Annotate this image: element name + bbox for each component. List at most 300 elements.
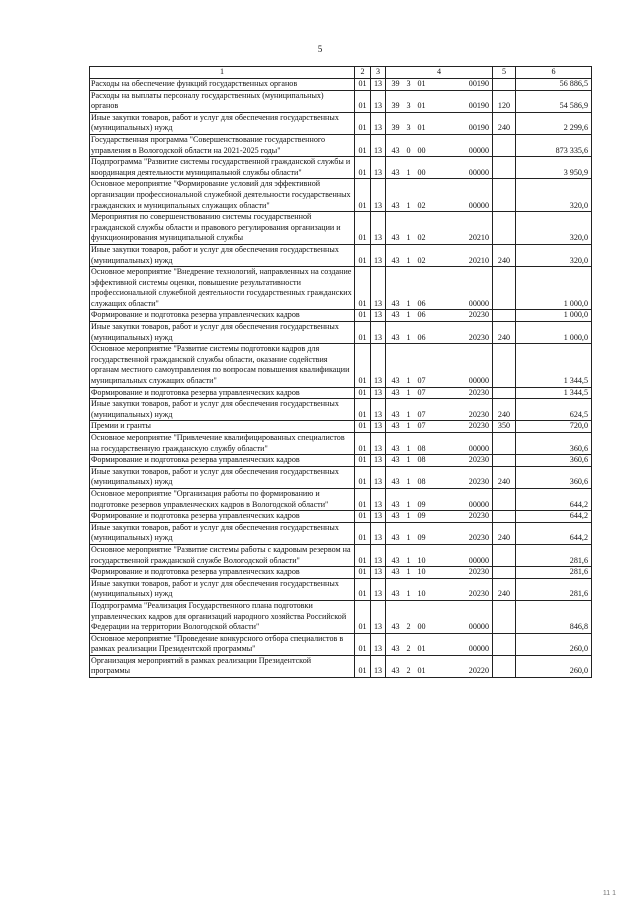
target-code-part-3: 10 (417, 555, 426, 565)
row-amount-cell: 260,0 (516, 655, 592, 677)
row-subsection-cell: 13 (371, 112, 386, 134)
row-name-cell: Иные закупки товаров, работ и услуг для обеспечения государственных (муниципальных) нужд (90, 466, 355, 488)
table-row (90, 344, 592, 387)
target-code-part-4: 20220 (468, 666, 489, 676)
target-code-part-3: 08 (417, 443, 426, 453)
target-code (388, 123, 491, 134)
target-code-part-2: 1 (406, 421, 411, 431)
target-code-part-4: 20230 (468, 332, 489, 342)
row-amount-cell: 320,0 (516, 212, 592, 245)
row-section-cell: 01 (355, 79, 371, 91)
table-row (90, 387, 592, 399)
row-name-cell: Иные закупки товаров, работ и услуг для обеспечения государственных (муниципальных) нужд (90, 578, 355, 600)
target-code-part-1: 43 (391, 421, 400, 431)
target-code (388, 666, 491, 677)
target-code (388, 310, 491, 321)
row-name-cell: Основное мероприятие "Внедрение технологий, направленных на создание эффективной системы оценки, повышение результативности профессиональной служебной деятельности государственных гражданских служащих области" (90, 267, 355, 310)
table-row (90, 322, 592, 344)
row-section-cell: 01 (355, 90, 371, 112)
target-code-part-2: 1 (406, 567, 411, 577)
target-code (388, 388, 491, 399)
row-section-cell: 01 (355, 488, 371, 510)
row-target-code-cell (386, 488, 493, 510)
target-code-part-2: 1 (406, 443, 411, 453)
table-row (90, 633, 592, 655)
row-expense-type-cell (493, 310, 516, 322)
target-code (388, 168, 491, 179)
row-target-code-cell (386, 79, 493, 91)
target-code-part-1: 43 (391, 310, 400, 320)
row-section-cell: 01 (355, 112, 371, 134)
target-code-part-3: 01 (417, 666, 426, 676)
row-name-cell: Основное мероприятие "Проведение конкурсного отбора специалистов в рамках реализации Президентской программы" (90, 633, 355, 655)
target-code (388, 500, 491, 511)
target-code-part-1: 43 (391, 589, 400, 599)
row-section-cell: 01 (355, 322, 371, 344)
table-row (90, 433, 592, 455)
target-code-part-3: 09 (417, 533, 426, 543)
row-section-cell: 01 (355, 567, 371, 579)
row-subsection-cell: 13 (371, 212, 386, 245)
row-target-code-cell (386, 112, 493, 134)
row-expense-type-cell (493, 633, 516, 655)
header-col-3: 3 (371, 67, 386, 79)
row-subsection-cell: 13 (371, 90, 386, 112)
table-row (90, 455, 592, 467)
target-code-part-4: 20230 (468, 455, 489, 465)
target-code-part-3: 07 (417, 409, 426, 419)
row-subsection-cell: 13 (371, 157, 386, 179)
target-code (388, 477, 491, 488)
target-code-part-3: 02 (417, 200, 426, 210)
target-code-part-3: 06 (417, 310, 426, 320)
row-section-cell: 01 (355, 522, 371, 544)
target-code (388, 333, 491, 344)
row-subsection-cell: 13 (371, 322, 386, 344)
row-section-cell: 01 (355, 267, 371, 310)
row-target-code-cell (386, 212, 493, 245)
row-name-cell: Формирование и подготовка резерва управленческих кадров (90, 511, 355, 523)
row-name-cell: Иные закупки товаров, работ и услуг для обеспечения государственных (муниципальных) нужд (90, 522, 355, 544)
target-code (388, 567, 491, 578)
row-name-cell: Формирование и подготовка резерва управленческих кадров (90, 310, 355, 322)
row-target-code-cell (386, 399, 493, 421)
table-row (90, 544, 592, 566)
row-amount-cell: 644,2 (516, 522, 592, 544)
target-code-part-1: 43 (391, 567, 400, 577)
table-row (90, 421, 592, 433)
target-code-part-2: 1 (406, 332, 411, 342)
row-subsection-cell: 13 (371, 179, 386, 212)
table-row (90, 244, 592, 266)
row-subsection-cell: 13 (371, 600, 386, 633)
target-code-part-4: 20230 (468, 511, 489, 521)
row-amount-cell: 2 299,6 (516, 112, 592, 134)
header-col-5: 5 (493, 67, 516, 79)
target-code-part-1: 39 (391, 101, 400, 111)
row-target-code-cell (386, 455, 493, 467)
target-code-part-4: 00000 (468, 644, 489, 654)
target-code-part-4: 00000 (468, 555, 489, 565)
row-expense-type-cell (493, 267, 516, 310)
row-expense-type-cell (493, 544, 516, 566)
target-code (388, 444, 491, 455)
row-name-cell: Организация мероприятий в рамках реализации Президентской программы (90, 655, 355, 677)
target-code-part-2: 0 (406, 145, 411, 155)
row-name-cell: Подпрограмма "Реализация Государственного плана подготовки управленческих кадров для организаций народного хозяйства Российской Федерации на территории Вологодской области" (90, 600, 355, 633)
target-code-part-4: 20230 (468, 421, 489, 431)
table-row (90, 179, 592, 212)
target-code (388, 410, 491, 421)
row-target-code-cell (386, 633, 493, 655)
row-amount-cell: 281,6 (516, 544, 592, 566)
row-subsection-cell: 13 (371, 455, 386, 467)
target-code-part-4: 20230 (468, 589, 489, 599)
row-subsection-cell: 13 (371, 633, 386, 655)
target-code (388, 233, 491, 244)
target-code (388, 622, 491, 633)
target-code (388, 511, 491, 522)
target-code-part-4: 00000 (468, 200, 489, 210)
target-code-part-2: 1 (406, 499, 411, 509)
row-amount-cell: 873 335,6 (516, 134, 592, 156)
row-expense-type-cell: 240 (493, 244, 516, 266)
row-section-cell: 01 (355, 244, 371, 266)
row-section-cell: 01 (355, 310, 371, 322)
table-row (90, 79, 592, 91)
header-col-4: 4 (386, 67, 493, 79)
row-subsection-cell: 13 (371, 433, 386, 455)
target-code (388, 201, 491, 212)
row-name-cell: Премии и гранты (90, 421, 355, 433)
target-code (388, 376, 491, 387)
target-code-part-2: 1 (406, 310, 411, 320)
target-code-part-2: 1 (406, 555, 411, 565)
row-expense-type-cell: 240 (493, 466, 516, 488)
row-subsection-cell: 13 (371, 578, 386, 600)
target-code-part-4: 20230 (468, 477, 489, 487)
row-target-code-cell (386, 267, 493, 310)
target-code-part-2: 1 (406, 200, 411, 210)
target-code (388, 421, 491, 432)
target-code-part-3: 07 (417, 421, 426, 431)
row-target-code-cell (386, 466, 493, 488)
target-code-part-2: 1 (406, 167, 411, 177)
row-expense-type-cell (493, 511, 516, 523)
row-subsection-cell: 13 (371, 344, 386, 387)
row-target-code-cell (386, 600, 493, 633)
target-code (388, 101, 491, 112)
target-code-part-2: 1 (406, 298, 411, 308)
target-code-part-3: 01 (417, 644, 426, 654)
target-code (388, 455, 491, 466)
row-target-code-cell (386, 244, 493, 266)
row-section-cell: 01 (355, 600, 371, 633)
row-name-cell: Иные закупки товаров, работ и услуг для обеспечения государственных (муниципальных) нужд (90, 112, 355, 134)
header-col-6: 6 (516, 67, 592, 79)
row-name-cell: Основное мероприятие "Развитие системы работы с кадровым резервом на государственной гражданской службе Вологодской области" (90, 544, 355, 566)
row-amount-cell: 1 344,5 (516, 344, 592, 387)
row-target-code-cell (386, 179, 493, 212)
row-section-cell: 01 (355, 433, 371, 455)
row-amount-cell: 360,6 (516, 466, 592, 488)
row-target-code-cell (386, 157, 493, 179)
table-row (90, 655, 592, 677)
target-code-part-3: 01 (417, 101, 426, 111)
budget-table (89, 66, 592, 678)
target-code-part-1: 43 (391, 376, 400, 386)
target-code-part-4: 00000 (468, 443, 489, 453)
row-name-cell: Основное мероприятие "Развитие системы подготовки кадров для государственной гражданской службы области, оказание содействия органам местного самоуправления по вопросам повышения квалификации муниципальных служащих области" (90, 344, 355, 387)
row-target-code-cell (386, 567, 493, 579)
target-code-part-2: 1 (406, 387, 411, 397)
target-code-part-2: 1 (406, 589, 411, 599)
target-code-part-3: 10 (417, 567, 426, 577)
row-expense-type-cell (493, 387, 516, 399)
target-code-part-3: 07 (417, 376, 426, 386)
target-code-part-3: 01 (417, 79, 426, 88)
target-code-part-3: 02 (417, 255, 426, 265)
table-row (90, 600, 592, 633)
row-subsection-cell: 13 (371, 244, 386, 266)
row-amount-cell: 1 000,0 (516, 267, 592, 310)
target-code-part-2: 1 (406, 233, 411, 243)
row-subsection-cell: 13 (371, 567, 386, 579)
table-row (90, 212, 592, 245)
target-code-part-1: 43 (391, 200, 400, 210)
table-row (90, 511, 592, 523)
row-expense-type-cell (493, 157, 516, 179)
row-target-code-cell (386, 134, 493, 156)
row-expense-type-cell (493, 433, 516, 455)
target-code-part-4: 20230 (468, 533, 489, 543)
target-code-part-1: 43 (391, 233, 400, 243)
table-row (90, 578, 592, 600)
target-code-part-4: 00000 (468, 376, 489, 386)
row-target-code-cell (386, 322, 493, 344)
table-row (90, 466, 592, 488)
table-row (90, 157, 592, 179)
target-code-part-1: 43 (391, 499, 400, 509)
row-amount-cell: 1 000,0 (516, 322, 592, 344)
row-amount-cell: 260,0 (516, 633, 592, 655)
row-name-cell: Иные закупки товаров, работ и услуг для обеспечения государственных (муниципальных) нужд (90, 322, 355, 344)
target-code-part-2: 2 (406, 622, 411, 632)
row-target-code-cell (386, 544, 493, 566)
row-amount-cell: 360,6 (516, 433, 592, 455)
row-target-code-cell (386, 310, 493, 322)
target-code-part-2: 1 (406, 455, 411, 465)
target-code (388, 256, 491, 267)
page-number: 5 (317, 44, 323, 54)
row-amount-cell: 624,5 (516, 399, 592, 421)
row-expense-type-cell: 240 (493, 112, 516, 134)
target-code-part-1: 39 (391, 123, 400, 133)
row-section-cell: 01 (355, 134, 371, 156)
row-subsection-cell: 13 (371, 522, 386, 544)
row-expense-type-cell (493, 344, 516, 387)
row-expense-type-cell (493, 488, 516, 510)
row-expense-type-cell (493, 134, 516, 156)
row-expense-type-cell: 240 (493, 522, 516, 544)
target-code-part-4: 00000 (468, 145, 489, 155)
target-code-part-1: 43 (391, 666, 400, 676)
row-name-cell: Государственная программа "Совершенствование государственного управления в Вологодской области на 2021-2025 годы" (90, 134, 355, 156)
header-col-1: 1 (90, 67, 355, 79)
row-section-cell: 01 (355, 655, 371, 677)
row-expense-type-cell (493, 455, 516, 467)
row-subsection-cell: 13 (371, 511, 386, 523)
row-expense-type-cell (493, 655, 516, 677)
row-amount-cell: 720,0 (516, 421, 592, 433)
row-section-cell: 01 (355, 511, 371, 523)
target-code (388, 644, 491, 655)
target-code-part-3: 07 (417, 387, 426, 397)
target-code-part-1: 43 (391, 409, 400, 419)
table-row (90, 310, 592, 322)
row-section-cell: 01 (355, 157, 371, 179)
table-row (90, 90, 592, 112)
target-code-part-3: 00 (417, 145, 426, 155)
row-target-code-cell (386, 655, 493, 677)
target-code-part-1: 43 (391, 298, 400, 308)
row-expense-type-cell: 240 (493, 578, 516, 600)
target-code-part-4: 00000 (468, 298, 489, 308)
row-name-cell: Основное мероприятие "Привлечение квалифицированных специалистов на государственную гражданскую службу области" (90, 433, 355, 455)
row-name-cell: Формирование и подготовка резерва управленческих кадров (90, 455, 355, 467)
table-row (90, 522, 592, 544)
target-code-part-2: 1 (406, 376, 411, 386)
row-amount-cell: 1 344,5 (516, 387, 592, 399)
row-name-cell: Формирование и подготовка резерва управленческих кадров (90, 387, 355, 399)
row-name-cell: Подпрограмма "Развитие системы государственной гражданской службы и координация деятельности муниципальной службы области" (90, 157, 355, 179)
row-subsection-cell: 13 (371, 310, 386, 322)
row-expense-type-cell (493, 79, 516, 91)
target-code-part-1: 43 (391, 455, 400, 465)
table-row (90, 267, 592, 310)
target-code-part-4: 00190 (468, 79, 489, 88)
target-code-part-2: 3 (406, 79, 411, 88)
row-target-code-cell (386, 511, 493, 523)
target-code-part-4: 00190 (468, 101, 489, 111)
target-code-part-2: 1 (406, 409, 411, 419)
row-amount-cell: 644,2 (516, 511, 592, 523)
row-target-code-cell (386, 344, 493, 387)
table-header-row (90, 67, 592, 79)
target-code-part-3: 09 (417, 499, 426, 509)
target-code (388, 79, 491, 90)
target-code-part-2: 1 (406, 533, 411, 543)
target-code (388, 146, 491, 157)
row-amount-cell: 644,2 (516, 488, 592, 510)
row-section-cell: 01 (355, 387, 371, 399)
target-code-part-1: 43 (391, 622, 400, 632)
target-code (388, 533, 491, 544)
target-code-part-2: 2 (406, 666, 411, 676)
row-subsection-cell: 13 (371, 387, 386, 399)
target-code-part-3: 00 (417, 622, 426, 632)
row-amount-cell: 281,6 (516, 578, 592, 600)
header-col-2: 2 (355, 67, 371, 79)
row-expense-type-cell (493, 212, 516, 245)
target-code-part-3: 09 (417, 511, 426, 521)
target-code-part-3: 01 (417, 123, 426, 133)
row-expense-type-cell (493, 567, 516, 579)
target-code (388, 589, 491, 600)
row-section-cell: 01 (355, 421, 371, 433)
row-subsection-cell: 13 (371, 399, 386, 421)
row-subsection-cell: 13 (371, 655, 386, 677)
target-code-part-1: 43 (391, 387, 400, 397)
row-name-cell: Иные закупки товаров, работ и услуг для обеспечения государственных (муниципальных) нужд (90, 244, 355, 266)
row-target-code-cell (386, 578, 493, 600)
row-amount-cell: 320,0 (516, 244, 592, 266)
target-code-part-1: 43 (391, 533, 400, 543)
row-target-code-cell (386, 421, 493, 433)
target-code-part-2: 3 (406, 101, 411, 111)
target-code-part-3: 08 (417, 455, 426, 465)
row-name-cell: Расходы на выплаты персоналу государственных (муниципальных) органов (90, 90, 355, 112)
target-code-part-2: 1 (406, 477, 411, 487)
table-row (90, 112, 592, 134)
corner-mark: 11 1 (602, 890, 616, 897)
row-target-code-cell (386, 433, 493, 455)
row-expense-type-cell (493, 600, 516, 633)
table-row (90, 567, 592, 579)
row-amount-cell: 846,8 (516, 600, 592, 633)
target-code (388, 299, 491, 310)
row-section-cell: 01 (355, 399, 371, 421)
target-code-part-4: 00000 (468, 499, 489, 509)
target-code-part-4: 00000 (468, 167, 489, 177)
row-section-cell: 01 (355, 344, 371, 387)
row-expense-type-cell: 350 (493, 421, 516, 433)
target-code-part-1: 43 (391, 255, 400, 265)
table-row (90, 134, 592, 156)
row-amount-cell: 360,6 (516, 455, 592, 467)
row-section-cell: 01 (355, 578, 371, 600)
target-code-part-1: 39 (391, 79, 400, 88)
target-code-part-1: 43 (391, 332, 400, 342)
target-code (388, 556, 491, 567)
target-code-part-4: 20230 (468, 409, 489, 419)
row-subsection-cell: 13 (371, 421, 386, 433)
row-name-cell: Формирование и подготовка резерва управленческих кадров (90, 567, 355, 579)
row-amount-cell: 56 886,5 (516, 79, 592, 91)
table-row (90, 399, 592, 421)
row-section-cell: 01 (355, 466, 371, 488)
target-code-part-4: 20210 (468, 233, 489, 243)
target-code-part-4: 00190 (468, 123, 489, 133)
row-expense-type-cell: 240 (493, 399, 516, 421)
row-section-cell: 01 (355, 633, 371, 655)
row-subsection-cell: 13 (371, 134, 386, 156)
row-target-code-cell (386, 522, 493, 544)
target-code-part-1: 43 (391, 477, 400, 487)
target-code-part-4: 20230 (468, 310, 489, 320)
row-target-code-cell (386, 387, 493, 399)
row-subsection-cell: 13 (371, 544, 386, 566)
row-name-cell: Основное мероприятие "Организация работы по формированию и подготовке резервов управленческих кадров в Вологодской области" (90, 488, 355, 510)
row-subsection-cell: 13 (371, 488, 386, 510)
row-amount-cell: 320,0 (516, 179, 592, 212)
row-target-code-cell (386, 90, 493, 112)
row-section-cell: 01 (355, 455, 371, 467)
row-expense-type-cell: 240 (493, 322, 516, 344)
row-section-cell: 01 (355, 212, 371, 245)
row-expense-type-cell: 120 (493, 90, 516, 112)
row-subsection-cell: 13 (371, 267, 386, 310)
